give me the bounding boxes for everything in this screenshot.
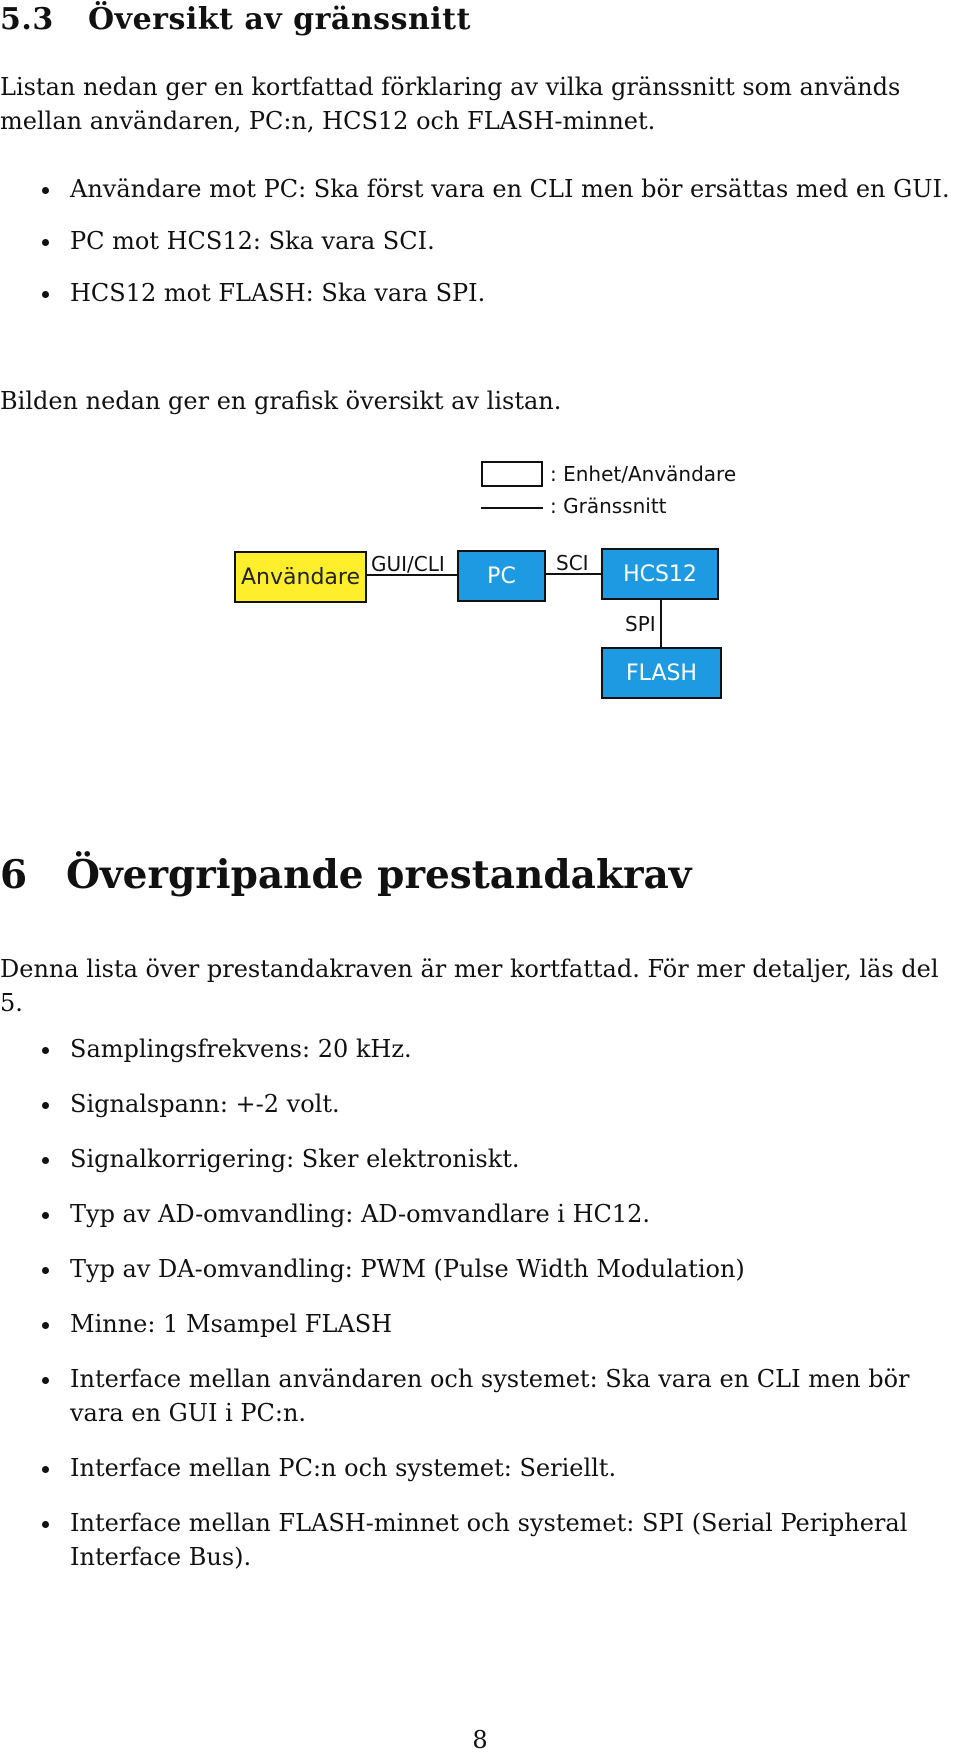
- page-number: 8: [472, 1726, 488, 1754]
- figure-intro: Bilden nedan ger en grafisk översikt av listan.: [0, 387, 562, 415]
- list-item: PC mot HCS12: Ska vara SCI.: [0, 224, 958, 258]
- node-user: Användare: [234, 551, 367, 603]
- legend-interface-label: : Gränssnitt: [550, 494, 667, 518]
- section-title: Översikt av gränssnitt: [88, 2, 471, 37]
- legend-interface-swatch: [481, 507, 543, 509]
- list-item: Typ av DA-omvandling: PWM (Pulse Width Modulation): [0, 1252, 958, 1286]
- edge-spi-label: SPI: [625, 612, 656, 636]
- list-item: Interface mellan PC:n och systemet: Seriellt.: [0, 1451, 958, 1485]
- list-item: Minne: 1 Msampel FLASH: [0, 1307, 958, 1341]
- list-item: Interface mellan FLASH-minnet och systemet: SPI (Serial Peripheral Interface Bus).: [0, 1506, 958, 1574]
- section-heading: [0, 2, 471, 37]
- node-pc: PC: [457, 550, 546, 602]
- edge-spi: [660, 600, 662, 647]
- edge-sci-label: SCI: [556, 551, 589, 575]
- list-item: Signalspann: +-2 volt.: [0, 1087, 958, 1121]
- list-item: HCS12 mot FLASH: Ska vara SPI.: [0, 276, 958, 310]
- node-hcs12: HCS12: [601, 548, 719, 600]
- edge-gui-cli-label: GUI/CLI: [371, 552, 445, 576]
- chapter-number: 6: [0, 852, 28, 898]
- chapter-title: Övergripande prestandakrav: [66, 852, 692, 898]
- list-item: Typ av AD-omvandling: AD-omvandlare i HC12.: [0, 1197, 958, 1231]
- section-number: 5.3: [0, 2, 54, 37]
- perf-intro: Denna lista över prestandakraven är mer kortfattad. För mer detaljer, läs del 5.: [0, 955, 939, 1017]
- legend-unit-label: : Enhet/Användare: [550, 462, 737, 486]
- list-item: Interface mellan användaren och systemet: Ska vara en CLI men bör vara en GUI i PC:n.: [0, 1362, 958, 1430]
- list-item: Signalkorrigering: Sker elektroniskt.: [0, 1142, 958, 1176]
- node-flash: FLASH: [601, 647, 722, 699]
- legend-unit-swatch: [481, 461, 543, 487]
- intro-paragraph: Listan nedan ger en kortfattad förklaring av vilka gränssnitt som används mellan användaren, PC:n, HCS12 och FLASH-minnet.: [0, 73, 901, 135]
- chapter-heading: [0, 852, 691, 898]
- list-item: Användare mot PC: Ska först vara en CLI men bör ersättas med en GUI.: [0, 172, 958, 206]
- interface-list: [0, 172, 958, 310]
- list-item: Samplingsfrekvens: 20 kHz.: [0, 1032, 958, 1066]
- perf-list: [0, 1032, 958, 1574]
